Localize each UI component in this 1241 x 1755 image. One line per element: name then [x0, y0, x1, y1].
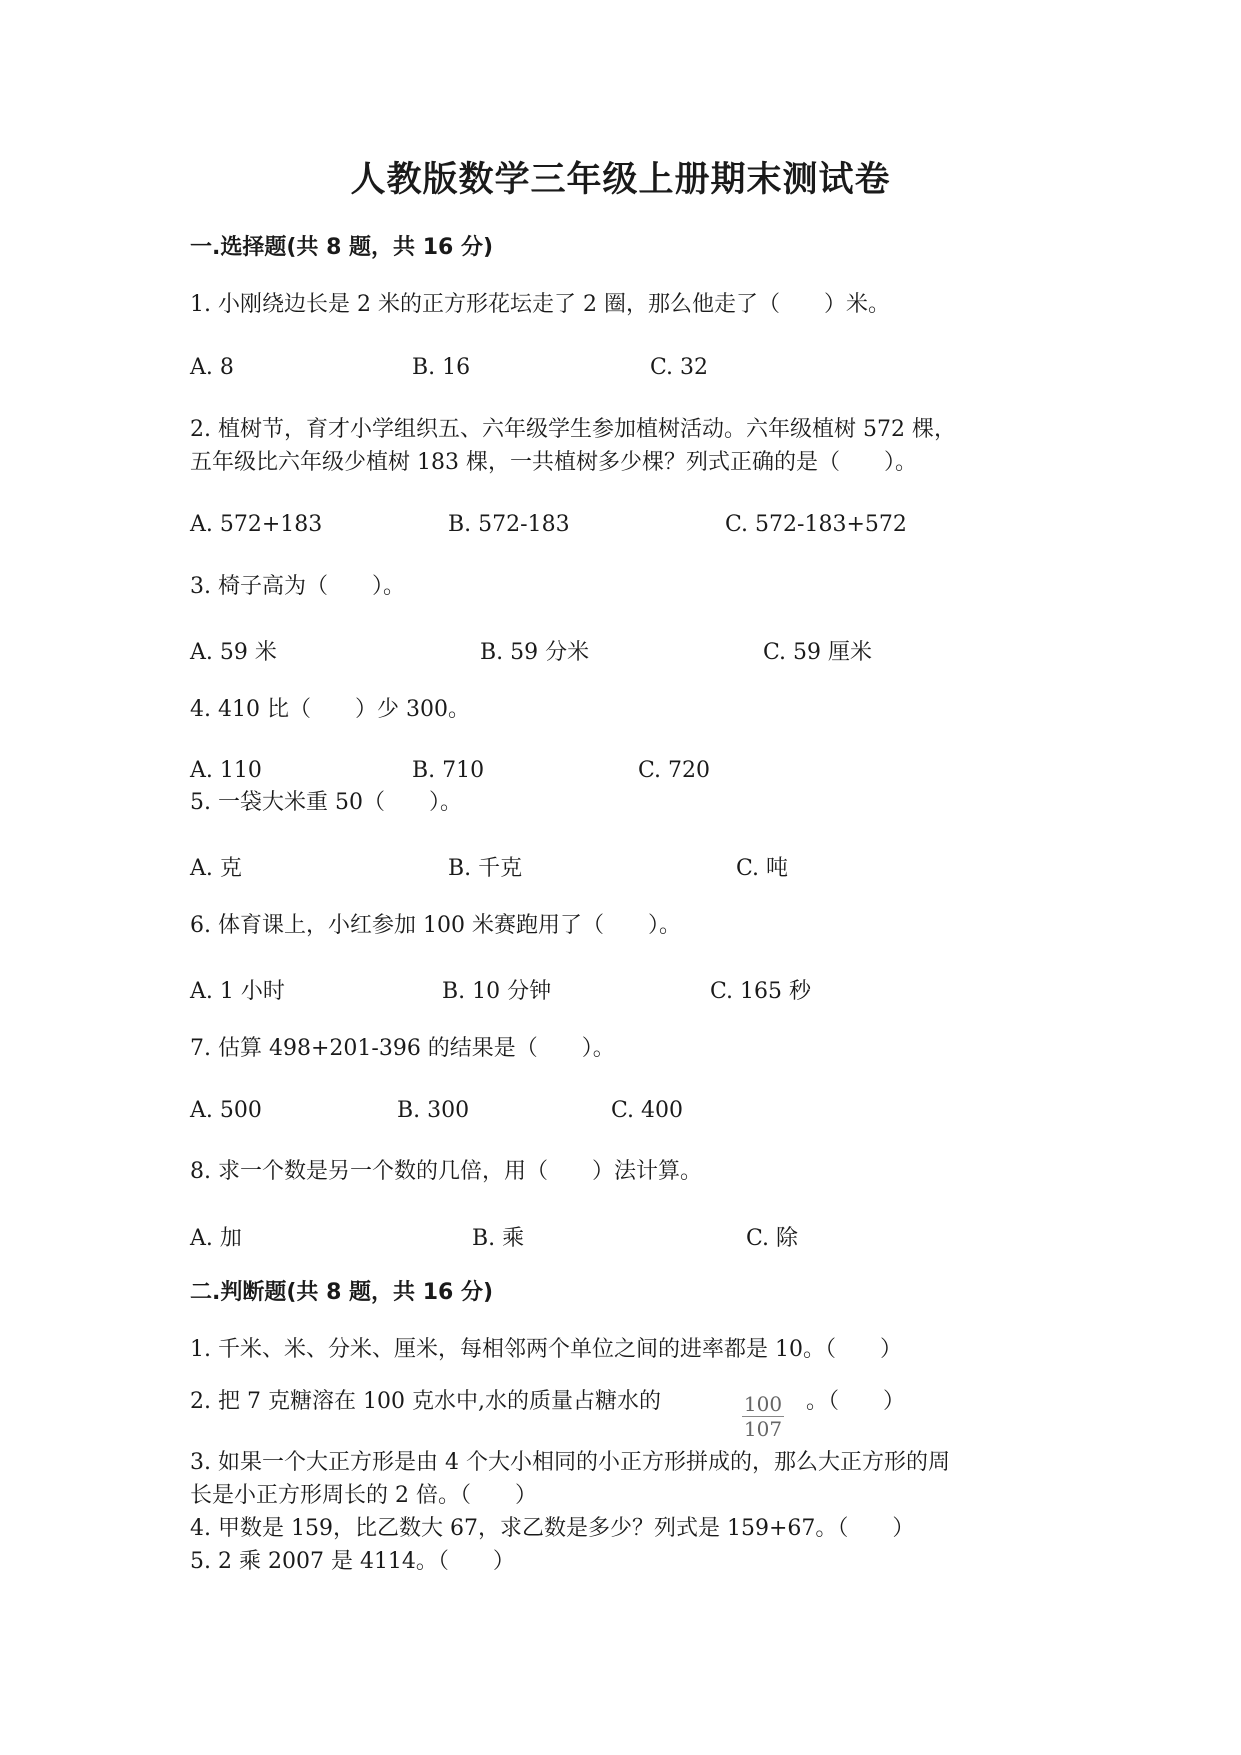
question-8-option-a: A. 加	[190, 1226, 242, 1251]
judgement-2-text-before: 2. 把 7 克糖溶在 100 克水中,水的质量占糖水的	[190, 1389, 661, 1414]
question-5-option-a: A. 克	[190, 856, 242, 881]
question-1-option-c: C. 32	[650, 355, 709, 380]
question-2-text-line1: 2. 植树节，育才小学组织五、六年级学生参加植树活动。六年级植树 572 棵，	[190, 417, 956, 442]
question-6-option-b: B. 10 分钟	[442, 979, 552, 1004]
section-heading-choice: 一.选择题(共 8 题，共 16 分)	[190, 235, 494, 260]
page-title: 人教版数学三年级上册期末测试卷	[350, 160, 891, 200]
question-5-option-c: C. 吨	[736, 856, 789, 881]
question-1-option-b: B. 16	[412, 355, 471, 380]
question-1-option-a: A. 8	[190, 355, 234, 380]
question-2-option-a: A. 572+183	[190, 512, 323, 537]
question-4-text: 4. 410 比（ ）少 300。	[190, 697, 470, 722]
question-6-text: 6. 体育课上，小红参加 100 米赛跑用了（ ）。	[190, 913, 681, 938]
judgement-1-text: 1. 千米、米、分米、厘米，每相邻两个单位之间的进率都是 10。（ ）	[190, 1337, 902, 1362]
question-7-option-a: A. 500	[190, 1098, 262, 1123]
question-3-text: 3. 椅子高为（ ）。	[190, 574, 405, 599]
judgement-3-text-line2: 长是小正方形周长的 2 倍。（ ）	[190, 1483, 537, 1508]
judgement-5-text: 5. 2 乘 2007 是 4114。（ ）	[190, 1549, 515, 1574]
fraction	[740, 1393, 786, 1440]
question-2-option-c: C. 572-183+572	[725, 512, 907, 537]
judgement-3-text-line1: 3. 如果一个大正方形是由 4 个大小相同的小正方形拼成的，那么大正方形的周	[190, 1450, 950, 1475]
question-2-option-b: B. 572-183	[448, 512, 570, 537]
question-5-text: 5. 一袋大米重 50（ ）。	[190, 790, 462, 815]
question-8-text: 8. 求一个数是另一个数的几倍，用（ ）法计算。	[190, 1159, 702, 1184]
question-4-option-b: B. 710	[412, 758, 485, 783]
fraction-numerator: 100	[743, 1392, 783, 1416]
question-3-option-a: A. 59 米	[190, 640, 277, 665]
fraction-denominator: 107	[743, 1417, 783, 1441]
question-3-option-c: C. 59 厘米	[763, 640, 873, 665]
question-6-option-a: A. 1 小时	[190, 979, 285, 1004]
question-8-option-c: C. 除	[746, 1226, 799, 1251]
question-3-option-b: B. 59 分米	[480, 640, 590, 665]
question-4-option-a: A. 110	[190, 758, 262, 783]
judgement-4-text: 4. 甲数是 159，比乙数大 67，求乙数是多少？列式是 159+67。（ ）	[190, 1516, 915, 1541]
section-heading-judgement: 二.判断题(共 8 题，共 16 分)	[190, 1280, 494, 1305]
question-6-option-c: C. 165 秒	[710, 979, 812, 1004]
question-4-option-c: C. 720	[638, 758, 711, 783]
question-1-text: 1. 小刚绕边长是 2 米的正方形花坛走了 2 圈，那么他走了（ ）米。	[190, 292, 890, 317]
question-8-option-b: B. 乘	[472, 1226, 525, 1251]
question-2-text-line2: 五年级比六年级少植树 183 棵，一共植树多少棵？列式正确的是（ ）。	[190, 450, 917, 475]
judgement-2-text-after: 。（ ）	[806, 1389, 906, 1414]
question-7-option-b: B. 300	[397, 1098, 470, 1123]
question-5-option-b: B. 千克	[448, 856, 523, 881]
question-7-option-c: C. 400	[611, 1098, 684, 1123]
question-7-text: 7. 估算 498+201-396 的结果是（ ）。	[190, 1036, 615, 1061]
